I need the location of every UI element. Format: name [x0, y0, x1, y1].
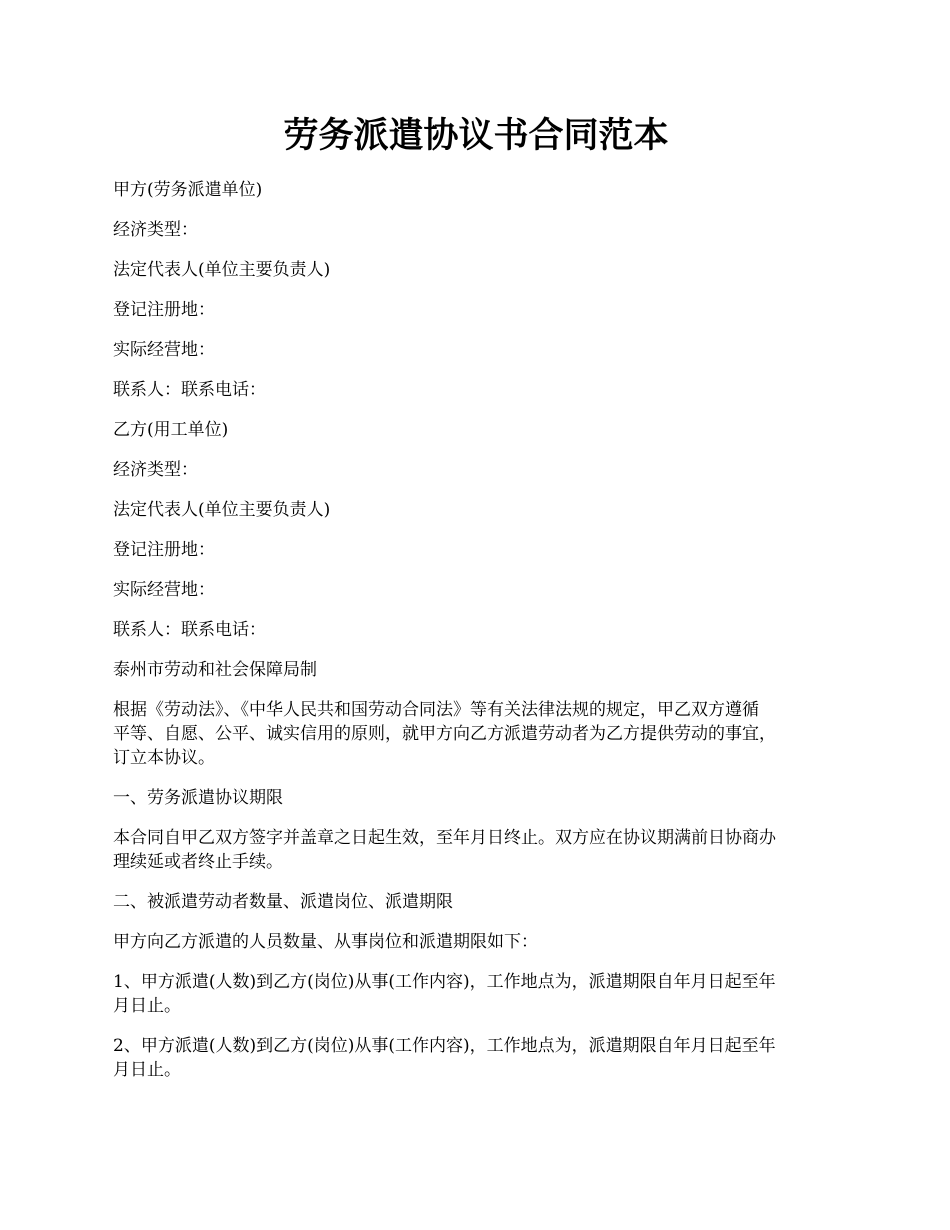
party-b-contact: 联系人：联系电话：: [113, 620, 266, 640]
party-b-heading: 乙方(用工单位): [113, 420, 229, 440]
party-b-legal-rep: 法定代表人(单位主要负责人): [113, 500, 331, 520]
section-2-item-1: 1、甲方派遣(人数)到乙方(岗位)从事(工作内容)，工作地点为，派遣期限自年月日起至年 月日止。: [113, 972, 776, 1016]
issuer-note: 泰州市劳动和社会保障局制: [113, 660, 317, 680]
party-a-contact: 联系人：联系电话：: [113, 380, 266, 400]
party-a-business-address: 实际经营地：: [113, 340, 215, 360]
party-a-economic-type: 经济类型：: [113, 220, 198, 240]
document-body: [113, 178, 839, 1098]
party-b-economic-type: 经济类型：: [113, 460, 198, 480]
party-b-business-address: 实际经营地：: [113, 580, 215, 600]
section-2-intro: 甲方向乙方派遣的人员数量、从事岗位和派遣期限如下：: [113, 932, 538, 952]
party-a-heading: 甲方(劳务派遣单位): [113, 180, 263, 200]
preamble-paragraph: 根据《劳动法》、《中华人民共和国劳动合同法》等有关法律法规的规定，甲乙双方遵循 平等、自愿、公平、诚实信用的原则，就甲方向乙方派遣劳动者为乙方提供劳动的事宜， 订立本协议。: [113, 700, 776, 768]
party-a-legal-rep: 法定代表人(单位主要负责人): [113, 260, 331, 280]
section-2-item-2: 2、甲方派遣(人数)到乙方(岗位)从事(工作内容)，工作地点为，派遣期限自年月日起至年 月日止。: [113, 1036, 776, 1080]
document-title: 劳务派遣协议书合同范本: [283, 115, 669, 156]
party-a-registered-address: 登记注册地：: [113, 300, 215, 320]
section-1-heading: 一、劳务派遣协议期限: [113, 788, 283, 808]
party-b-registered-address: 登记注册地：: [113, 540, 215, 560]
section-1-body: 本合同自甲乙双方签字并盖章之日起生效，至年月日终止。双方应在协议期满前日协商办 理续延或者终止手续。: [113, 828, 776, 872]
section-2-heading: 二、被派遣劳动者数量、派遣岗位、派遣期限: [113, 892, 453, 912]
